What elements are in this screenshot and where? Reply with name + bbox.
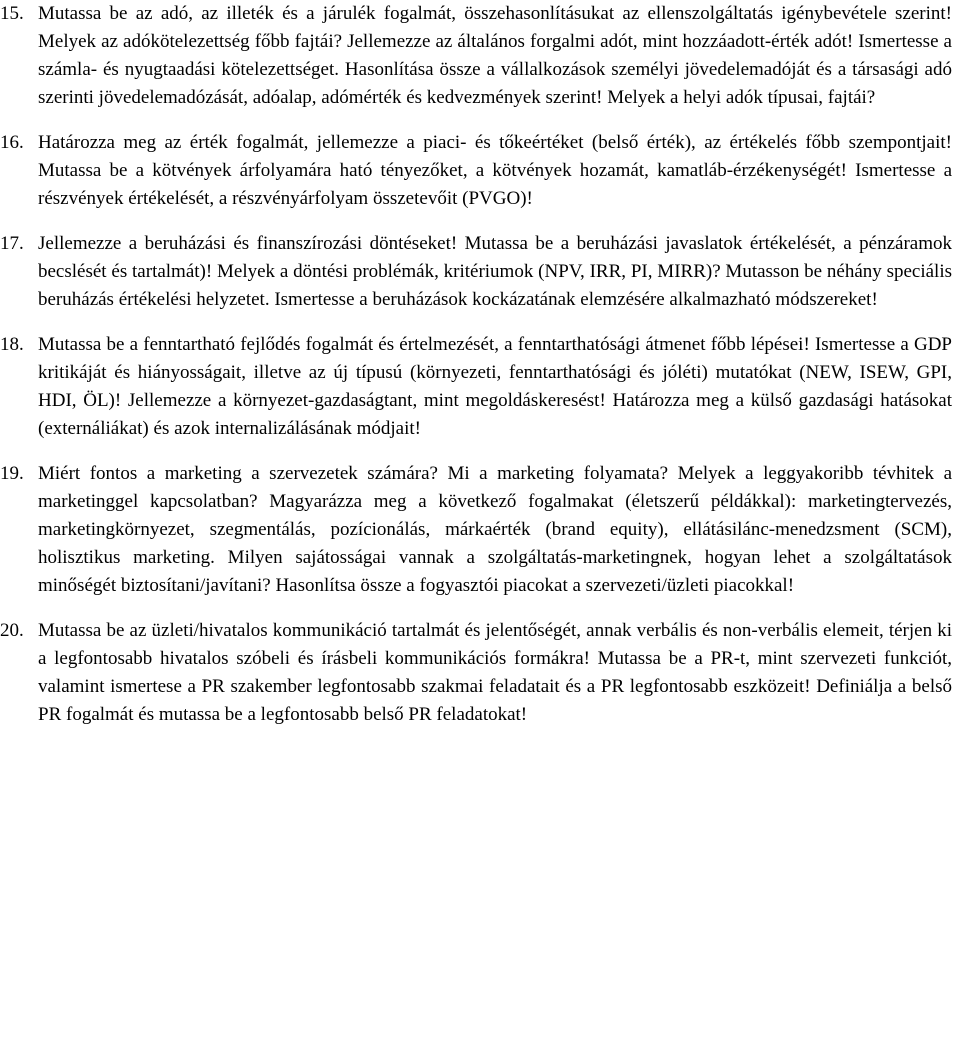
question-17 [0,230,952,314]
question-text: Miért fontos a marketing a szervezetek számára? Mi a marketing folyamata? Melyek a leggyakoribb tévhitek a marketinggel kapcsolatban? Magyarázza meg a következő fogalmakat (életszerű példákkal): marketingtervezés, marketingkörnyezet, szegmentálás, pozícionálás, márkaérték (brand equity), ellátásilánc-menedzsment (SCM), holisztikus marketing. Milyen sajátosságai vannak a szolgáltatás-marketingnek, hogyan lehet a szolgáltatások minőségét biztosítani/javítani? Hasonlítsa össze a fogyasztói piacokat a szervezeti/üzleti piacokkal! [38,463,952,596]
question-text: Mutassa be az üzleti/hivatalos kommunikáció tartalmát és jelentőségét, annak verbális és non-verbális elemeit, térjen ki a legfontosabb hivatalos szóbeli és írásbeli kommunikációs formákra! Mutassa be a PR-t, mint szervezeti funkciót, valamint ismertese a PR szakember legfontosabb szakmai feladatait és a PR legfontosabb eszközeit! Definiálja a belső PR fogalmát és mutassa be a legfontosabb belső PR feladatokat! [38,620,952,725]
question-18 [0,331,952,443]
question-text: Határozza meg az érték fogalmát, jellemezze a piaci- és tőkeértéket (belső érték), az értékelés főbb szempontjait! Mutassa be a kötvények árfolyamára ható tényezőket, a kötvények hozamát, kamatláb-érzékenységét! Ismertesse a részvények értékelését, a részvényárfolyam összetevőit (PVGO)! [38,132,952,209]
question-number: 17. [0,233,24,254]
question-number: 16. [0,132,24,153]
question-number: 20. [0,620,24,641]
question-16 [0,129,952,213]
question-number: 19. [0,463,24,484]
question-15 [0,0,952,112]
question-number: 15. [0,3,24,24]
question-20 [0,617,952,729]
question-19 [0,460,952,600]
question-text: Mutassa be a fenntartható fejlődés fogalmát és értelmezését, a fenntarthatósági átmenet főbb lépései! Ismertesse a GDP kritikáját és hiányosságait, illetve az új típusú (környezeti, fenntarthatósági és jóléti) mutatókat (NEW, ISEW, GPI, HDI, ÖL)! Jellemezze a környezet-gazdaságtant, mint megoldáskeresést! Határozza meg a külső gazdasági hatásokat (externáliákat) és azok internalizálásának módjait! [38,334,952,439]
question-text: Mutassa be az adó, az illeték és a járulék fogalmát, összehasonlításukat az ellenszolgáltatás igénybevétele szerint! Melyek az adókötelezettség főbb fajtái? Jellemezze az általános forgalmi adót, mint hozzáadott-érték adót! Ismertesse a számla- és nyugtaadási kötelezettséget. Hasonlítása össze a vállalkozások személyi jövedelemadóját és a társasági adó szerinti jövedelemadózását, adóalap, adómérték és kedvezmények szerint! Melyek a helyi adók típusai, fajtái? [38,3,952,108]
question-number: 18. [0,334,24,355]
question-text: Jellemezze a beruházási és finanszírozási döntéseket! Mutassa be a beruházási javaslatok értékelését, a pénzáramok becslését és tartalmát)! Melyek a döntési problémák, kritériumok (NPV, IRR, PI, MIRR)? Mutasson be néhány speciális beruházás értékelési helyzetet. Ismertesse a beruházások kockázatának elemzésére alkalmazható módszereket! [38,233,952,310]
